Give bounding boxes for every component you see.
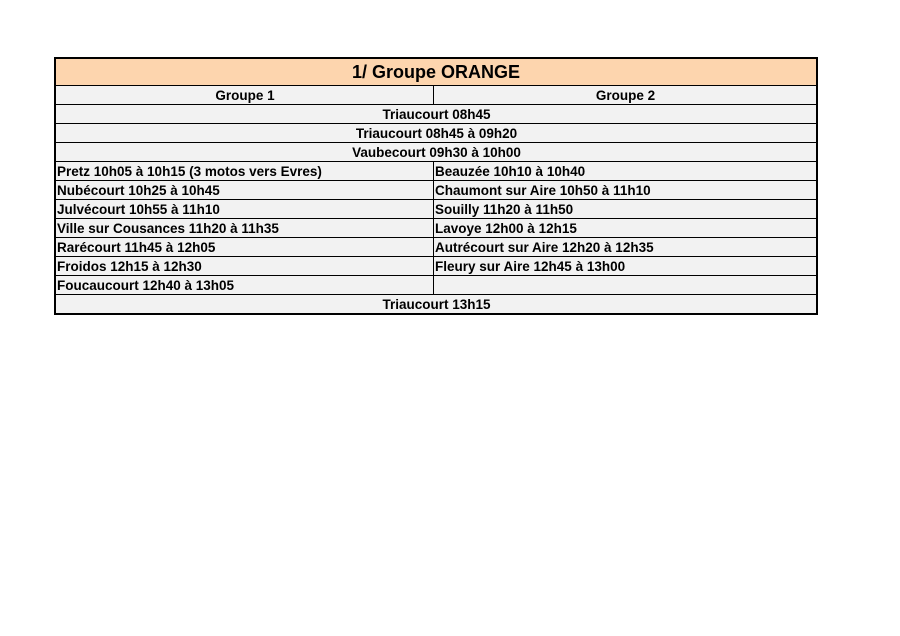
- groupe-2-cell: [434, 276, 816, 294]
- column-header-groupe-1: Groupe 1: [56, 86, 434, 104]
- table-body: [56, 104, 816, 313]
- groupe-1-cell: Nubécourt 10h25 à 10h45: [56, 181, 434, 199]
- groupe-2-cell: Souilly 11h20 à 11h50: [435, 201, 574, 217]
- table-title-row: [56, 59, 816, 85]
- groupe-2-cell: Chaumont sur Aire 10h50 à 11h10: [435, 182, 651, 198]
- groupe-1-cell: Froidos 12h15 à 12h30: [56, 257, 434, 275]
- column-header-groupe-2: Groupe 2: [595, 87, 656, 103]
- merged-cell: Triaucourt 08h45 à 09h20: [355, 125, 518, 141]
- groupe-2-cell: Fleury sur Aire 12h45 à 13h00: [435, 258, 626, 274]
- merged-cell: Triaucourt 08h45: [382, 106, 491, 122]
- schedule-table: [54, 57, 818, 315]
- table-title: 1/ Groupe ORANGE: [351, 61, 521, 82]
- table-row: [56, 275, 816, 294]
- groupe-1-cell: Pretz 10h05 à 10h15 (3 motos vers Evres): [56, 162, 434, 180]
- table-row: [56, 218, 816, 237]
- groupe-1-cell: Julvécourt 10h55 à 11h10: [56, 200, 434, 218]
- groupe-1-cell: Rarécourt 11h45 à 12h05: [56, 238, 434, 256]
- table-row: [56, 199, 816, 218]
- table-row: [56, 142, 816, 161]
- column-header-row: [56, 85, 816, 104]
- groupe-1-cell: Foucaucourt 12h40 à 13h05: [56, 276, 434, 294]
- table-row: [56, 161, 816, 180]
- table-row: [56, 180, 816, 199]
- groupe-2-cell: Autrécourt sur Aire 12h20 à 12h35: [435, 239, 654, 255]
- table-row: [56, 256, 816, 275]
- table-row: [56, 294, 816, 313]
- groupe-2-cell: Beauzée 10h10 à 10h40: [435, 163, 586, 179]
- table-row: [56, 237, 816, 256]
- groupe-1-cell: Ville sur Cousances 11h20 à 11h35: [56, 219, 434, 237]
- merged-cell: Triaucourt 13h15: [382, 296, 491, 312]
- table-row: [56, 123, 816, 142]
- merged-cell: Vaubecourt 09h30 à 10h00: [352, 144, 521, 160]
- table-row: [56, 104, 816, 123]
- groupe-2-cell: Lavoye 12h00 à 12h15: [435, 220, 577, 236]
